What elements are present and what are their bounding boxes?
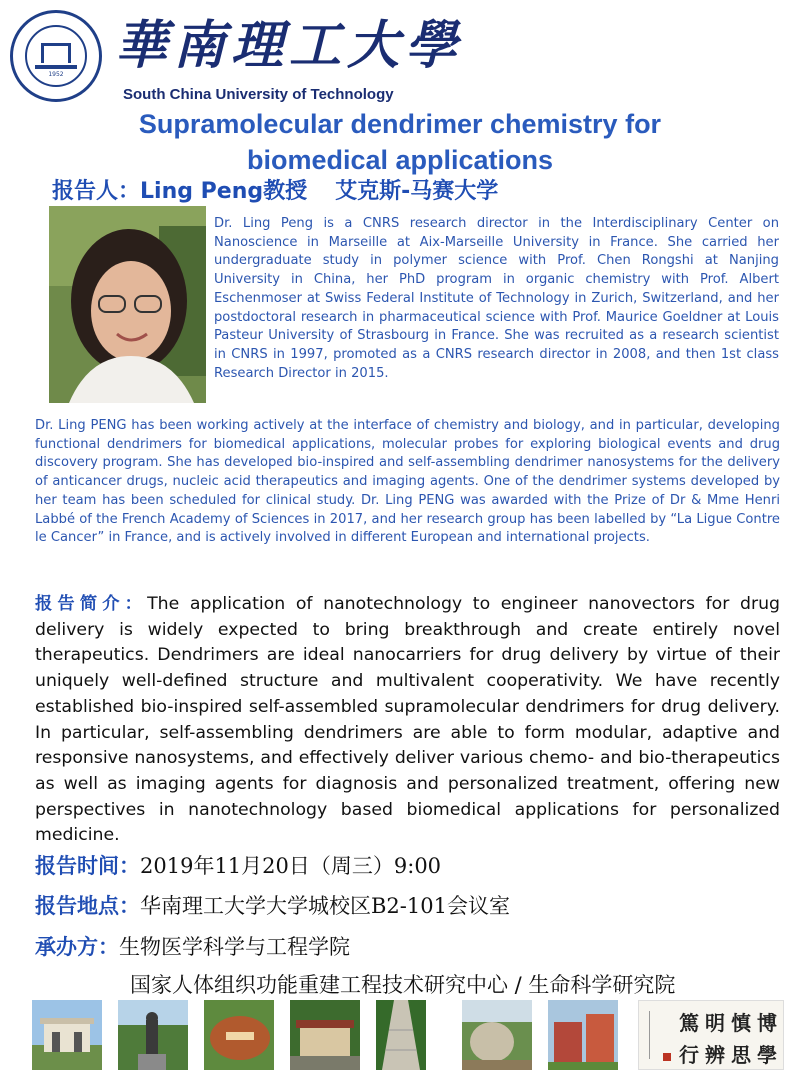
speaker-affiliation: 艾克斯-马赛大学 (335, 179, 499, 204)
place-label: 报告地点： (35, 894, 140, 918)
place-value: 华南理工大学大学城校区B2-101会议室 (140, 894, 510, 918)
abstract-text: The application of nanotechnology to engineer nanovectors for drug delivery is widely expected to bring breakthrough and create entirely novel therapeutics. Dendrimers are ideal nanocarriers for drug delivery by virtue of their uniquely well-defined structure and multivalent cooperativity. We have recently established bio-inspired self-assembled supramolecular dendrimers for drug delivery. In particular, self-assembling dendrimers are able to form modular, adaptive and responsive nanosystems, and effectively deliver various chemo- and bio-therapeutics as well as imaging agents for diagnosis and personalized treatment, offering new perspectives in nanotechnology based biomedical applications for personalized medicine. (35, 594, 780, 846)
lecture-title (100, 106, 700, 178)
statue-photo (118, 1000, 188, 1070)
abstract (35, 592, 780, 849)
calligraphy-motto (638, 1000, 784, 1070)
university-name-english: South China University of Technology (123, 86, 394, 103)
time-value: 2019年11月20日（周三）9:00 (140, 854, 442, 878)
speaker-label: 报告人： (52, 179, 141, 204)
speaker-bio-paragraph-1: Dr. Ling Peng is a CNRS research director in the Interdisciplinary Center on Nanoscience in Marseille at Aix-Marseille University in France. She carried her undergraduate study in polymer science with Prof. Chen Rongshi at Nanjing University in China, her PhD program in organic chemistry with Prof. Albert Eschenmoser at Swiss Federal Institute of Technology in Zurich, Switzerland, and her postdoctoral research in pharmaceutical science with Prof. Maurice Goeldner at Louis Pasteur University of Strasbourg in France. She was recruited as a research scientist in CNRS in 1997, promoted as a CNRS research director in 2008, and then 1st class Research Director in 2015. (214, 216, 779, 381)
host-row (35, 931, 350, 961)
stone-monument-photo (204, 1000, 274, 1070)
stairway-photo (376, 1000, 426, 1070)
motto-line-2: 行辨思學 (679, 1043, 783, 1067)
speaker-name: Ling Peng教授 (140, 179, 308, 204)
rock-garden-photo (462, 1000, 532, 1070)
host-row-2: 国家人体组织功能重建工程技术研究中心 / 生命科学研究院 (130, 973, 676, 997)
speaker-line (52, 174, 498, 205)
motto-line-1: 篤明慎博 (679, 1011, 783, 1035)
place-row (35, 890, 510, 920)
library-photo (290, 1000, 360, 1070)
speaker-bio-paragraph-2: Dr. Ling PENG has been working actively at the interface of chemistry and biology, and in particular, developing functional dendrimers for biomedical applications, molecular probes for exploring biological events and drug discovery program. She has developed bio-inspired and self-assembling dendrimer nanosystems for the delivery of anticancer drugs, nucleic acid therapeutics and imaging agents. One of the dendrimer systems developed by her team has been scheduled for clinical study. Dr. Ling PENG was awarded with the Prize of Dr & Mme Henri Labbé of the French Academy of Sciences in 2017, and her research group has been labelled by “La Ligue Contre le Cancer” in France, and is actively involved in different European and international projects. (35, 418, 780, 546)
university-name-chinese: 華南理工大學 (115, 15, 464, 76)
host-value: 生物医学科学与工程学院 (119, 935, 350, 959)
host-label: 承办方： (35, 935, 119, 959)
lecture-title-line1: Supramolecular dendrimer chemistry for (138, 109, 662, 139)
lecture-title-line2: biomedical applications (246, 145, 554, 175)
university-seal-logo: 1952 (10, 10, 102, 102)
time-row (35, 850, 441, 880)
speaker-photo (49, 206, 206, 403)
time-label: 报告时间： (35, 854, 140, 878)
abstract-label: 报告简介： (35, 594, 148, 614)
campus-gate-photo (32, 1000, 102, 1070)
campus-buildings-photo (548, 1000, 618, 1070)
